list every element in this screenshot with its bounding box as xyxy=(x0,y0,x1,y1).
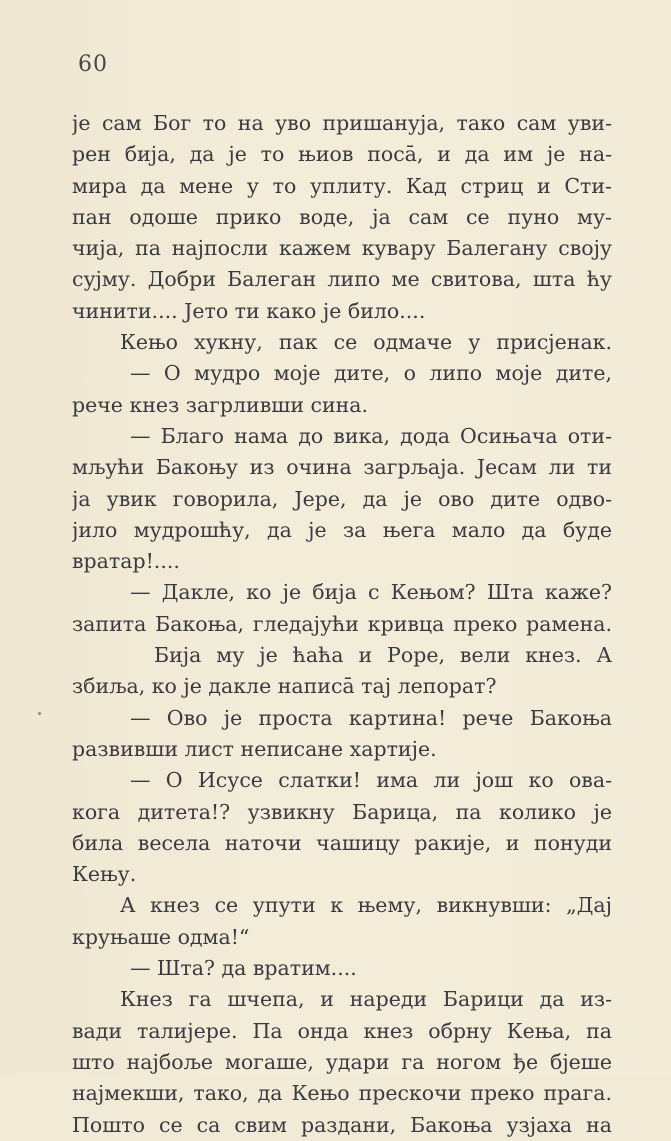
text-line: Кнез га шчепа, и нареди Барици да из- xyxy=(120,987,612,1012)
text-line: јило мудрошћу, да је за њега мало да буде xyxy=(72,517,612,542)
text-line: развивши лист неписане хартије. xyxy=(72,736,437,761)
text-line: вратар!.... xyxy=(72,549,180,574)
text-line: чија, па најпосли кажем кувару Балегану своју xyxy=(72,236,612,261)
text-line: запита Бакоња, гледајући кривца преко рамена. xyxy=(72,611,612,636)
text-line: круњаше одма!“ xyxy=(72,924,250,949)
text-line: А кнез се упути к њему, викнувши: „Дај xyxy=(120,893,612,918)
text-line: рече кнез загрливши сина. xyxy=(72,392,369,417)
text-line: — О Исусе слатки! има ли још ко ова- xyxy=(130,768,612,793)
text-line: чинити.... Јето ти како је било.... xyxy=(72,298,426,323)
text-line: ја увик говорила, Јере, да је ово дите одво- xyxy=(72,486,612,511)
text-line: мира да мене у то уплиту. Кад стриц и Сти- xyxy=(72,173,612,198)
text-line: Кењо хукну, пак се одмаче у присјенак. xyxy=(120,330,612,355)
text-line: кога дитета!? узвикну Барица, па колико је xyxy=(72,799,612,824)
text-line: рен бија, да је то њиов посā, и да им је на- xyxy=(72,142,612,167)
text-line: — О мудро моје дите, о липо моје дите, xyxy=(130,361,612,386)
text-line: била весела наточи чашицу ракије, и понуди xyxy=(72,830,612,855)
page-text xyxy=(72,108,612,1141)
text-line: — Дакле, ко је бија с Кењом? Шта каже? xyxy=(130,580,612,605)
text-line: вади талијере. Па онда кнез обрну Кења, па xyxy=(72,1018,612,1043)
text-line: пан одоше прико воде, ја сам се пуно му- xyxy=(72,204,612,229)
text-line: сујму. Добри Балеган липо ме свитова, шта ћу xyxy=(72,267,612,292)
print-speck xyxy=(38,712,41,715)
text-line: — Ово је проста картина! рече Бакоња xyxy=(130,705,612,730)
text-line: збиља, ко је дакле написā тај лепорат? xyxy=(72,674,497,699)
text-line: Пошто се са свим раздани, Бакоња узјаха на xyxy=(72,1112,612,1137)
text-line: је сам Бог то на уво пришануја, тако сам уви- xyxy=(72,111,612,135)
text-line: Бија му је ћаћа и Роре, вели кнез. А xyxy=(154,643,612,668)
text-line: мљући Бакоњу из очина загрљаја. Јесам ли ти xyxy=(72,455,612,480)
text-line: најмекши, тако, да Кењо прескочи преко прага. xyxy=(72,1081,612,1106)
text-line: — Шта? да вратим.... xyxy=(130,956,357,981)
text-line: — Благо нама до вика, дода Осињача оти- xyxy=(130,423,612,448)
text-line: што најбоље могаше, удари га ногом ђе бјеше xyxy=(72,1049,612,1074)
text-line: Кењу. xyxy=(72,862,137,887)
page-number: 60 xyxy=(78,52,108,77)
